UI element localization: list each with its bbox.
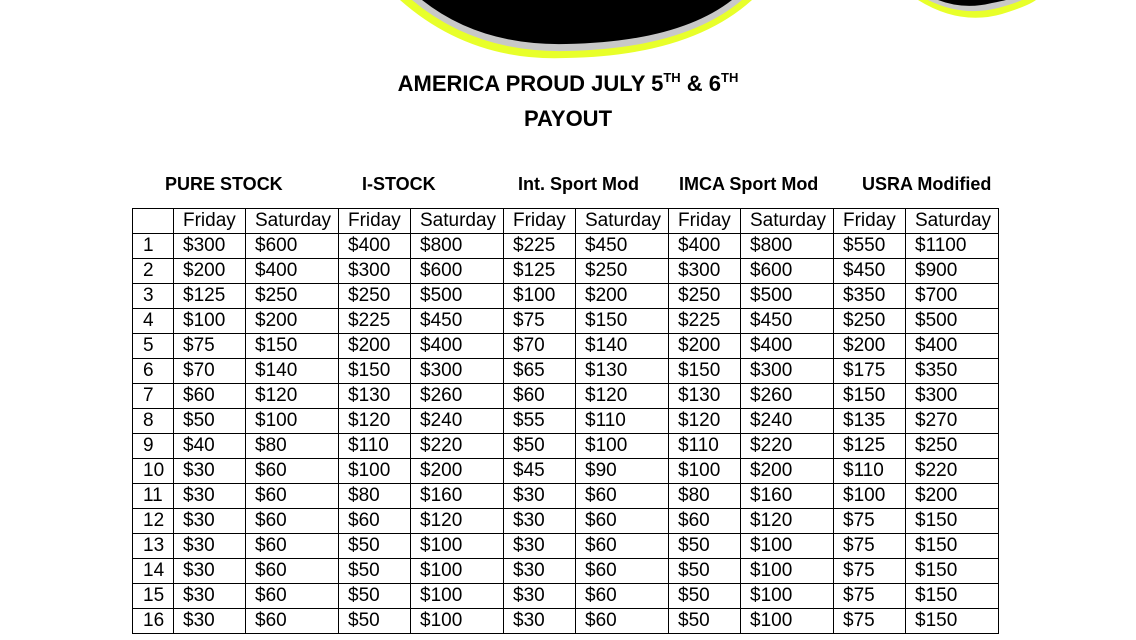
payout-cell: $80 <box>246 434 339 459</box>
payout-cell: $100 <box>339 459 411 484</box>
payout-cell: $40 <box>174 434 246 459</box>
payout-cell: $80 <box>669 484 741 509</box>
table-row <box>133 434 999 459</box>
table-row <box>133 534 999 559</box>
payout-cell: $140 <box>246 359 339 384</box>
payout-cell: $150 <box>906 509 999 534</box>
payout-cell: $250 <box>906 434 999 459</box>
class-headers <box>0 172 1136 198</box>
day-header: Saturday <box>906 209 999 234</box>
payout-cell: $55 <box>504 409 576 434</box>
payout-cell: $150 <box>576 309 669 334</box>
payout-cell: $140 <box>576 334 669 359</box>
payout-cell: $110 <box>339 434 411 459</box>
payout-cell: $400 <box>741 334 834 359</box>
day-header: Friday <box>669 209 741 234</box>
payout-cell: $150 <box>906 584 999 609</box>
payout-cell: $150 <box>906 559 999 584</box>
payout-cell: $75 <box>834 534 906 559</box>
payout-cell: $70 <box>504 334 576 359</box>
class-header: Int. Sport Mod <box>518 174 639 194</box>
position-header <box>133 209 174 234</box>
payout-cell: $100 <box>411 584 504 609</box>
payout-cell: $30 <box>174 509 246 534</box>
position-cell: 7 <box>133 384 174 409</box>
payout-cell: $50 <box>669 559 741 584</box>
payout-cell: $100 <box>741 559 834 584</box>
table-row <box>133 234 999 259</box>
table-row <box>133 409 999 434</box>
position-cell: 6 <box>133 359 174 384</box>
payout-cell: $120 <box>411 509 504 534</box>
class-header: PURE STOCK <box>165 174 283 194</box>
day-header: Saturday <box>741 209 834 234</box>
payout-cell: $200 <box>246 309 339 334</box>
day-header-row <box>133 209 999 234</box>
payout-cell: $220 <box>906 459 999 484</box>
payout-cell: $220 <box>741 434 834 459</box>
table-row <box>133 359 999 384</box>
payout-cell: $60 <box>576 559 669 584</box>
payout-cell: $400 <box>411 334 504 359</box>
position-cell: 15 <box>133 584 174 609</box>
payout-cell: $150 <box>669 359 741 384</box>
payout-cell: $50 <box>504 434 576 459</box>
payout-cell: $300 <box>174 234 246 259</box>
table-row <box>133 484 999 509</box>
payout-cell: $240 <box>411 409 504 434</box>
table-row <box>133 309 999 334</box>
position-cell: 3 <box>133 284 174 309</box>
payout-cell: $260 <box>411 384 504 409</box>
payout-cell: $400 <box>246 259 339 284</box>
payout-cell: $120 <box>669 409 741 434</box>
payout-cell: $250 <box>669 284 741 309</box>
table-row <box>133 284 999 309</box>
payout-cell: $450 <box>411 309 504 334</box>
payout-cell: $150 <box>906 609 999 634</box>
table-row <box>133 609 999 634</box>
payout-cell: $100 <box>174 309 246 334</box>
payout-cell: $50 <box>669 534 741 559</box>
payout-cell: $450 <box>576 234 669 259</box>
payout-cell: $400 <box>906 334 999 359</box>
payout-cell: $150 <box>339 359 411 384</box>
payout-cell: $130 <box>339 384 411 409</box>
ordinal-suffix: TH <box>663 70 681 85</box>
position-cell: 11 <box>133 484 174 509</box>
payout-cell: $30 <box>174 559 246 584</box>
payout-cell: $300 <box>741 359 834 384</box>
day-header: Friday <box>174 209 246 234</box>
position-cell: 4 <box>133 309 174 334</box>
payout-cell: $500 <box>411 284 504 309</box>
payout-cell: $120 <box>246 384 339 409</box>
payout-cell: $50 <box>339 559 411 584</box>
payout-cell: $30 <box>504 584 576 609</box>
payout-cell: $60 <box>576 484 669 509</box>
payout-cell: $200 <box>174 259 246 284</box>
payout-cell: $60 <box>246 609 339 634</box>
day-header: Friday <box>834 209 906 234</box>
table-row <box>133 509 999 534</box>
payout-cell: $600 <box>741 259 834 284</box>
position-cell: 13 <box>133 534 174 559</box>
payout-cell: $75 <box>834 584 906 609</box>
payout-cell: $900 <box>906 259 999 284</box>
payout-cell: $220 <box>411 434 504 459</box>
payout-cell: $800 <box>741 234 834 259</box>
payout-cell: $30 <box>504 609 576 634</box>
payout-cell: $240 <box>741 409 834 434</box>
table-row <box>133 334 999 359</box>
payout-cell: $60 <box>576 509 669 534</box>
payout-cell: $75 <box>174 334 246 359</box>
position-cell: 16 <box>133 609 174 634</box>
payout-cell: $600 <box>411 259 504 284</box>
payout-cell: $100 <box>741 534 834 559</box>
payout-cell: $300 <box>669 259 741 284</box>
payout-cell: $225 <box>339 309 411 334</box>
payout-cell: $225 <box>669 309 741 334</box>
payout-cell: $110 <box>669 434 741 459</box>
payout-cell: $110 <box>576 409 669 434</box>
payout-cell: $120 <box>741 509 834 534</box>
payout-cell: $50 <box>339 609 411 634</box>
event-logo <box>0 0 1136 60</box>
payout-cell: $130 <box>669 384 741 409</box>
payout-cell: $60 <box>576 584 669 609</box>
day-header: Saturday <box>246 209 339 234</box>
payout-cell: $600 <box>246 234 339 259</box>
table-row <box>133 259 999 284</box>
payout-table <box>132 208 999 634</box>
table-row <box>133 384 999 409</box>
payout-cell: $150 <box>834 384 906 409</box>
page-subtitle: PAYOUT <box>523 106 613 131</box>
position-cell: 2 <box>133 259 174 284</box>
position-cell: 1 <box>133 234 174 259</box>
payout-cell: $135 <box>834 409 906 434</box>
payout-cell: $200 <box>906 484 999 509</box>
payout-cell: $260 <box>741 384 834 409</box>
payout-cell: $400 <box>669 234 741 259</box>
payout-cell: $250 <box>339 284 411 309</box>
payout-cell: $50 <box>669 584 741 609</box>
payout-cell: $60 <box>246 459 339 484</box>
payout-cell: $125 <box>834 434 906 459</box>
payout-cell: $60 <box>504 384 576 409</box>
payout-cell: $300 <box>339 259 411 284</box>
payout-cell: $100 <box>741 584 834 609</box>
payout-cell: $60 <box>246 584 339 609</box>
payout-cell: $50 <box>669 609 741 634</box>
class-header: I-STOCK <box>362 174 436 194</box>
position-cell: 12 <box>133 509 174 534</box>
payout-cell: $60 <box>246 484 339 509</box>
payout-cell: $200 <box>411 459 504 484</box>
payout-cell: $30 <box>504 559 576 584</box>
payout-cell: $120 <box>339 409 411 434</box>
payout-cell: $60 <box>576 534 669 559</box>
payout-cell: $300 <box>906 384 999 409</box>
payout-cell: $450 <box>741 309 834 334</box>
payout-cell: $200 <box>669 334 741 359</box>
table-row <box>133 459 999 484</box>
page-title: AMERICA PROUD JULY 5TH & 6TH <box>397 70 739 96</box>
payout-cell: $250 <box>576 259 669 284</box>
position-cell: 10 <box>133 459 174 484</box>
ordinal-suffix: TH <box>721 70 739 85</box>
payout-cell: $100 <box>576 434 669 459</box>
payout-cell: $125 <box>174 284 246 309</box>
payout-cell: $450 <box>834 259 906 284</box>
payout-cell: $160 <box>411 484 504 509</box>
payout-cell: $250 <box>246 284 339 309</box>
payout-cell: $550 <box>834 234 906 259</box>
payout-cell: $200 <box>339 334 411 359</box>
payout-cell: $60 <box>246 509 339 534</box>
class-header: USRA Modified <box>862 174 992 194</box>
payout-cell: $65 <box>504 359 576 384</box>
payout-cell: $175 <box>834 359 906 384</box>
payout-cell: $500 <box>741 284 834 309</box>
payout-cell: $90 <box>576 459 669 484</box>
day-header: Saturday <box>576 209 669 234</box>
payout-cell: $30 <box>174 459 246 484</box>
payout-cell: $100 <box>411 559 504 584</box>
payout-cell: $350 <box>834 284 906 309</box>
position-cell: 5 <box>133 334 174 359</box>
payout-cell: $125 <box>504 259 576 284</box>
day-header: Saturday <box>411 209 504 234</box>
payout-cell: $100 <box>411 609 504 634</box>
payout-cell: $270 <box>906 409 999 434</box>
payout-cell: $400 <box>339 234 411 259</box>
position-cell: 14 <box>133 559 174 584</box>
payout-cell: $200 <box>576 284 669 309</box>
payout-cell: $60 <box>576 609 669 634</box>
payout-cell: $75 <box>504 309 576 334</box>
class-header: IMCA Sport Mod <box>679 174 819 194</box>
payout-cell: $150 <box>246 334 339 359</box>
payout-cell: $80 <box>339 484 411 509</box>
day-header: Friday <box>339 209 411 234</box>
payout-cell: $100 <box>411 534 504 559</box>
table-row <box>133 559 999 584</box>
payout-cell: $100 <box>669 459 741 484</box>
payout-cell: $100 <box>834 484 906 509</box>
payout-cell: $75 <box>834 559 906 584</box>
payout-cell: $250 <box>834 309 906 334</box>
payout-cell: $50 <box>339 534 411 559</box>
payout-cell: $60 <box>174 384 246 409</box>
payout-cell: $200 <box>834 334 906 359</box>
payout-cell: $150 <box>906 534 999 559</box>
payout-cell: $30 <box>504 534 576 559</box>
payout-cell: $60 <box>246 559 339 584</box>
payout-cell: $30 <box>504 509 576 534</box>
day-header: Friday <box>504 209 576 234</box>
payout-cell: $75 <box>834 509 906 534</box>
payout-cell: $100 <box>741 609 834 634</box>
position-cell: 9 <box>133 434 174 459</box>
payout-cell: $30 <box>174 609 246 634</box>
table-row <box>133 584 999 609</box>
payout-cell: $30 <box>174 584 246 609</box>
payout-cell: $75 <box>834 609 906 634</box>
payout-cell: $60 <box>339 509 411 534</box>
payout-cell: $130 <box>576 359 669 384</box>
payout-cell: $120 <box>576 384 669 409</box>
payout-cell: $45 <box>504 459 576 484</box>
payout-cell: $700 <box>906 284 999 309</box>
payout-cell: $50 <box>174 409 246 434</box>
payout-cell: $30 <box>174 484 246 509</box>
payout-cell: $60 <box>246 534 339 559</box>
position-cell: 8 <box>133 409 174 434</box>
payout-cell: $50 <box>339 584 411 609</box>
payout-cell: $350 <box>906 359 999 384</box>
payout-cell: $800 <box>411 234 504 259</box>
payout-cell: $100 <box>504 284 576 309</box>
payout-cell: $100 <box>246 409 339 434</box>
payout-cell: $1100 <box>906 234 999 259</box>
payout-cell: $60 <box>669 509 741 534</box>
payout-cell: $500 <box>906 309 999 334</box>
payout-cell: $300 <box>411 359 504 384</box>
payout-cell: $30 <box>504 484 576 509</box>
payout-cell: $30 <box>174 534 246 559</box>
payout-cell: $160 <box>741 484 834 509</box>
payout-cell: $225 <box>504 234 576 259</box>
payout-cell: $200 <box>741 459 834 484</box>
payout-cell: $110 <box>834 459 906 484</box>
payout-cell: $70 <box>174 359 246 384</box>
